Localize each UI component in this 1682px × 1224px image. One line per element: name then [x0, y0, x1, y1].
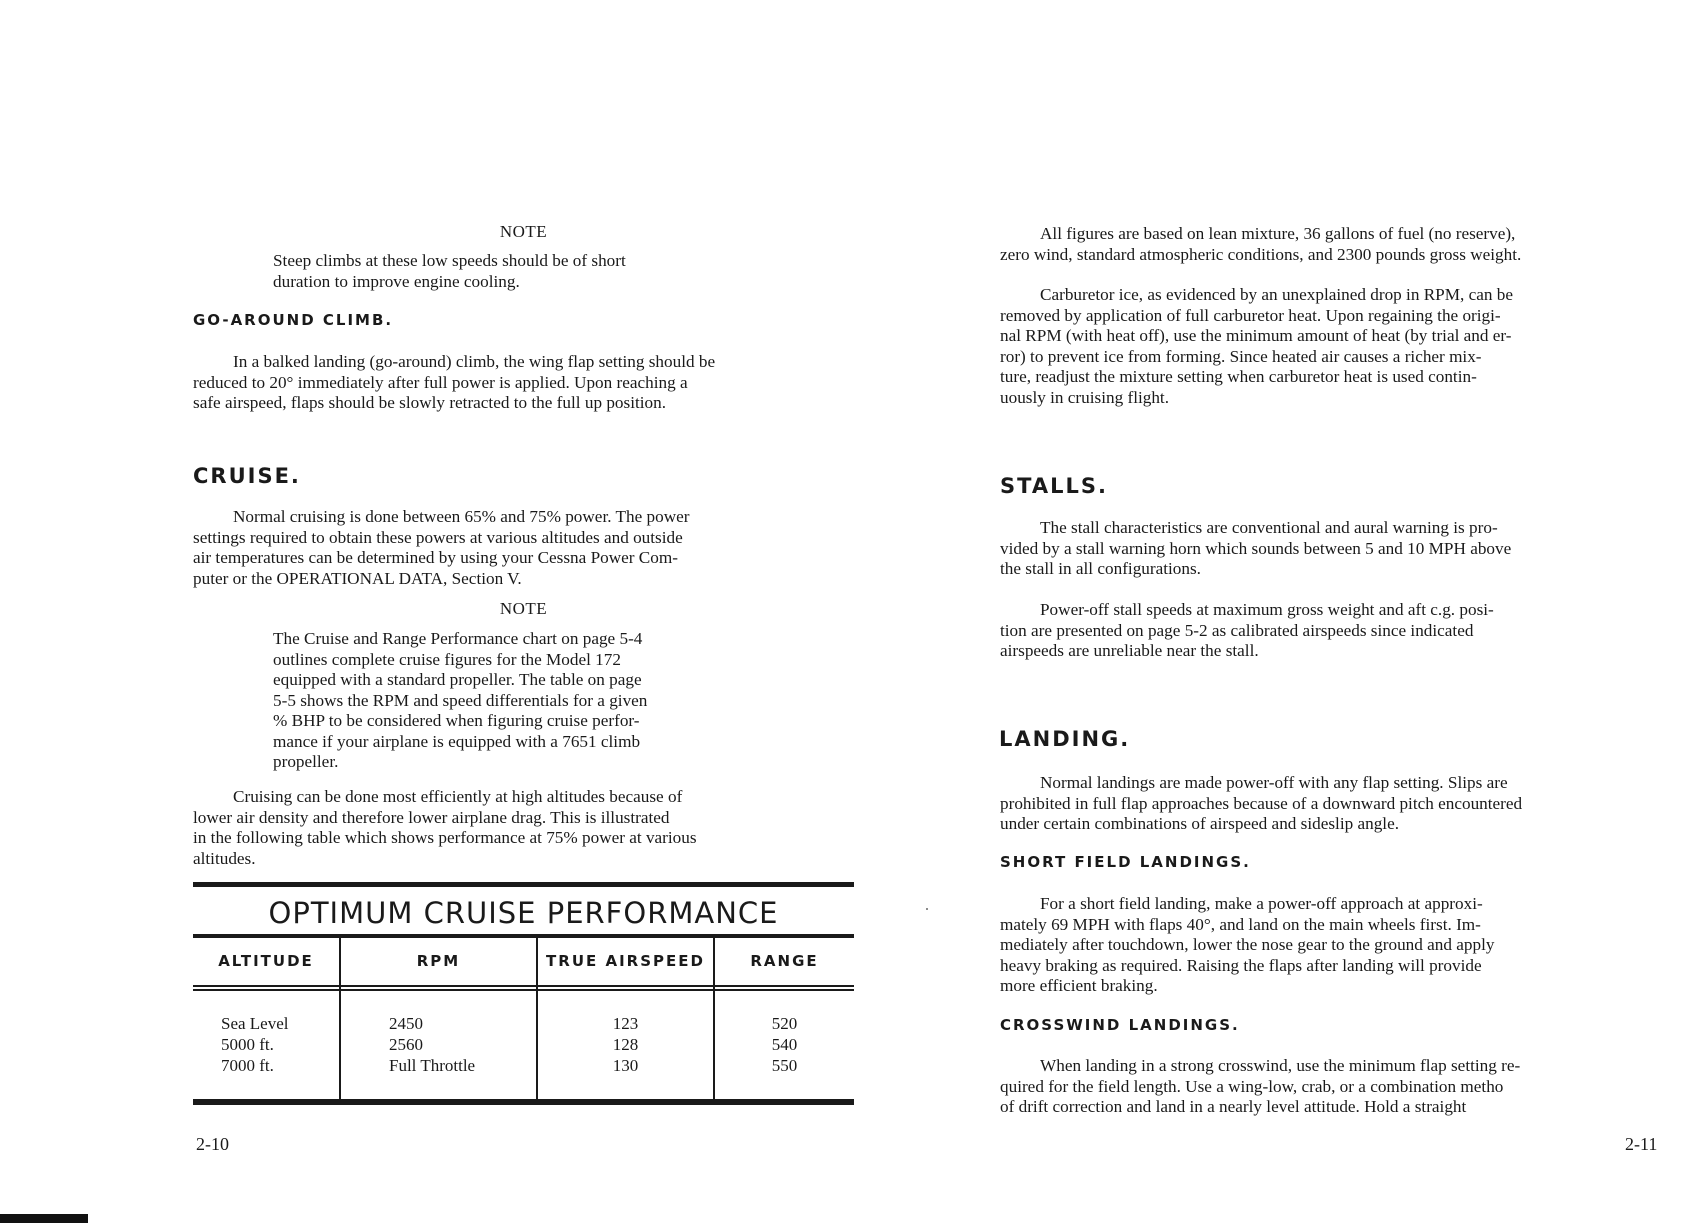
stalls-paragraph-2	[1000, 600, 1682, 662]
text-line: nal RPM (with heat off), use the minimum amount of heat (by trial and er-	[1000, 326, 1512, 345]
text-line: of drift correction and land in a nearly level attitude. Hold a straight	[1000, 1097, 1467, 1116]
go-around-paragraph	[193, 352, 854, 414]
text-line: removed by application of full carburetor heat. Upon regaining the origi-	[1000, 305, 1501, 325]
short-field-heading: SHORT FIELD LANDINGS.	[1000, 853, 1251, 871]
text-line: lower air density and therefore lower airplane drag. This is illustrated	[193, 807, 670, 827]
text-line: vided by a stall warning horn which sounds between 5 and 10 MPH above	[1000, 538, 1512, 558]
text-line: under certain combinations of airspeed and sideslip angle.	[1000, 814, 1400, 833]
text-line: tion are presented on page 5-2 as calibrated airspeeds since indicated	[1000, 620, 1474, 640]
text-line: outlines complete cruise figures for the Model 172	[273, 649, 621, 669]
text-line: ror) to prevent ice from forming. Since heated air causes a richer mix-	[1000, 346, 1482, 366]
note-heading: NOTE	[499, 222, 548, 241]
text-line: in the following table which shows performance at 75% power at various	[193, 828, 697, 847]
table-cell: Full Throttle	[389, 1056, 476, 1075]
right-page	[960, 0, 1682, 1224]
text-line: prohibited in full flap approaches because of a downward pitch encountered	[1000, 793, 1523, 813]
column-header-true-airspeed: TRUE AIRSPEED	[546, 952, 705, 970]
text-line: zero wind, standard atmospheric conditions, and 2300 pounds gross weight.	[1000, 244, 1522, 264]
text-line: mance if your airplane is equipped with a 7651 climb	[273, 731, 641, 751]
text-line: air temperatures can be determined by using your Cessna Power Com-	[193, 548, 678, 567]
scan-speck	[926, 908, 928, 910]
text-line: equipped with a standard propeller. The table on page	[273, 670, 642, 689]
table-cell: 550	[771, 1056, 798, 1075]
text-line: safe airspeed, flaps should be slowly retracted to the full up position.	[193, 393, 667, 412]
table-top-rule	[193, 882, 854, 887]
text-line: ture, readjust the mixture setting when carburetor heat is used contin-	[1000, 367, 1477, 386]
stalls-heading: STALLS.	[1000, 474, 1108, 498]
altitude-column	[221, 1013, 289, 1076]
crosswind-heading: CROSSWIND LANDINGS.	[1000, 1016, 1240, 1034]
text-line: Normal landings are made power-off with any flap setting. Slips are	[1040, 773, 1508, 792]
table-cell: 123	[612, 1014, 639, 1033]
text-line: Carburetor ice, as evidenced by an unexplained drop in RPM, can be	[1040, 285, 1513, 304]
text-line: The stall characteristics are conventional and aural warning is pro-	[1040, 518, 1498, 537]
table-cell: 128	[612, 1035, 639, 1054]
page-number: 2-11	[1625, 1134, 1658, 1154]
text-line: reduced to 20° immediately after full power is applied. Upon reaching a	[193, 372, 688, 392]
short-field-paragraph	[1000, 894, 1682, 997]
cruise-note-body	[273, 629, 647, 773]
table-title-rule	[193, 934, 854, 938]
table-cell: 2450	[389, 1014, 423, 1033]
rpm-column	[389, 1013, 475, 1076]
column-header-altitude: ALTITUDE	[218, 952, 314, 970]
figures-paragraph	[1000, 224, 1682, 265]
table-cell: 7000 ft.	[221, 1056, 274, 1075]
text-line: Power-off stall speeds at maximum gross weight and aft c.g. posi-	[1040, 600, 1494, 619]
text-line: 5-5 shows the RPM and speed differentials for a given	[273, 690, 648, 710]
text-line: Cruising can be done most efficiently at high altitudes because of	[233, 787, 683, 806]
text-line: % BHP to be considered when figuring cruise perfor-	[273, 711, 640, 730]
text-line: In a balked landing (go-around) climb, the wing flap setting should be	[233, 352, 716, 371]
table-cell: 5000 ft.	[221, 1035, 274, 1054]
text-line: propeller.	[273, 752, 339, 771]
column-header-rpm: RPM	[416, 952, 461, 970]
text-line: heavy braking as required. Raising the flaps after landing will provide	[1000, 955, 1482, 975]
text-line: airspeeds are unreliable near the stall.	[1000, 641, 1259, 660]
table-cell: Sea Level	[221, 1014, 289, 1033]
cruise-heading: CRUISE.	[193, 464, 301, 488]
text-line: uously in cruising flight.	[1000, 387, 1170, 407]
text-line: the stall in all configurations.	[1000, 559, 1201, 578]
text-line: Normal cruising is done between 65% and 75% power. The power	[233, 507, 690, 526]
table-cell: 2560	[389, 1035, 423, 1054]
table-bottom-rule	[193, 1099, 854, 1105]
note-body	[273, 251, 626, 292]
carburetor-paragraph	[1000, 285, 1682, 408]
header-rule	[193, 989, 854, 991]
scan-edge-mark	[0, 1214, 88, 1223]
landing-paragraph	[1000, 773, 1682, 835]
text-line: duration to improve engine cooling.	[273, 271, 520, 291]
optimum-cruise-table	[193, 882, 854, 1104]
table-cell: 540	[771, 1035, 798, 1054]
note-heading: NOTE	[499, 599, 548, 618]
text-line: puter or the OPERATIONAL DATA, Section V.	[193, 568, 522, 588]
cruise-paragraph	[193, 507, 854, 589]
range-column	[715, 1013, 854, 1076]
table-title: OPTIMUM CRUISE PERFORMANCE	[268, 896, 779, 930]
text-line: Steep climbs at these low speeds should be of short	[273, 251, 626, 270]
header-rule	[193, 985, 854, 987]
cruise-paragraph-2	[193, 787, 854, 869]
text-line: mediately after touchdown, lower the nose gear to the ground and apply	[1000, 935, 1495, 954]
text-line: settings required to obtain these powers at various altitudes and outside	[193, 527, 683, 547]
text-line: mately 69 MPH with flaps 40°, and land on the main wheels first. Im-	[1000, 914, 1481, 934]
text-line: For a short field landing, make a power-off approach at approxi-	[1040, 894, 1483, 913]
text-line: All figures are based on lean mixture, 36 gallons of fuel (no reserve),	[1040, 224, 1516, 243]
text-line: quired for the field length. Use a wing-low, crab, or a combination metho	[1000, 1076, 1504, 1096]
airspeed-column	[538, 1013, 713, 1076]
column-header-range: RANGE	[750, 952, 819, 970]
text-line: When landing in a strong crosswind, use the minimum flap setting re-	[1040, 1056, 1521, 1075]
stalls-paragraph	[1000, 518, 1682, 580]
page-number: 2-10	[196, 1134, 229, 1154]
text-line: altitudes.	[193, 848, 256, 868]
text-line: more efficient braking.	[1000, 976, 1158, 995]
table-cell: 520	[771, 1014, 798, 1033]
text-line: The Cruise and Range Performance chart on page 5-4	[273, 629, 643, 648]
go-around-heading: GO-AROUND CLIMB.	[193, 311, 394, 329]
crosswind-paragraph	[1000, 1056, 1682, 1118]
table-cell: 130	[612, 1056, 639, 1075]
landing-heading: LANDING.	[999, 727, 1131, 751]
